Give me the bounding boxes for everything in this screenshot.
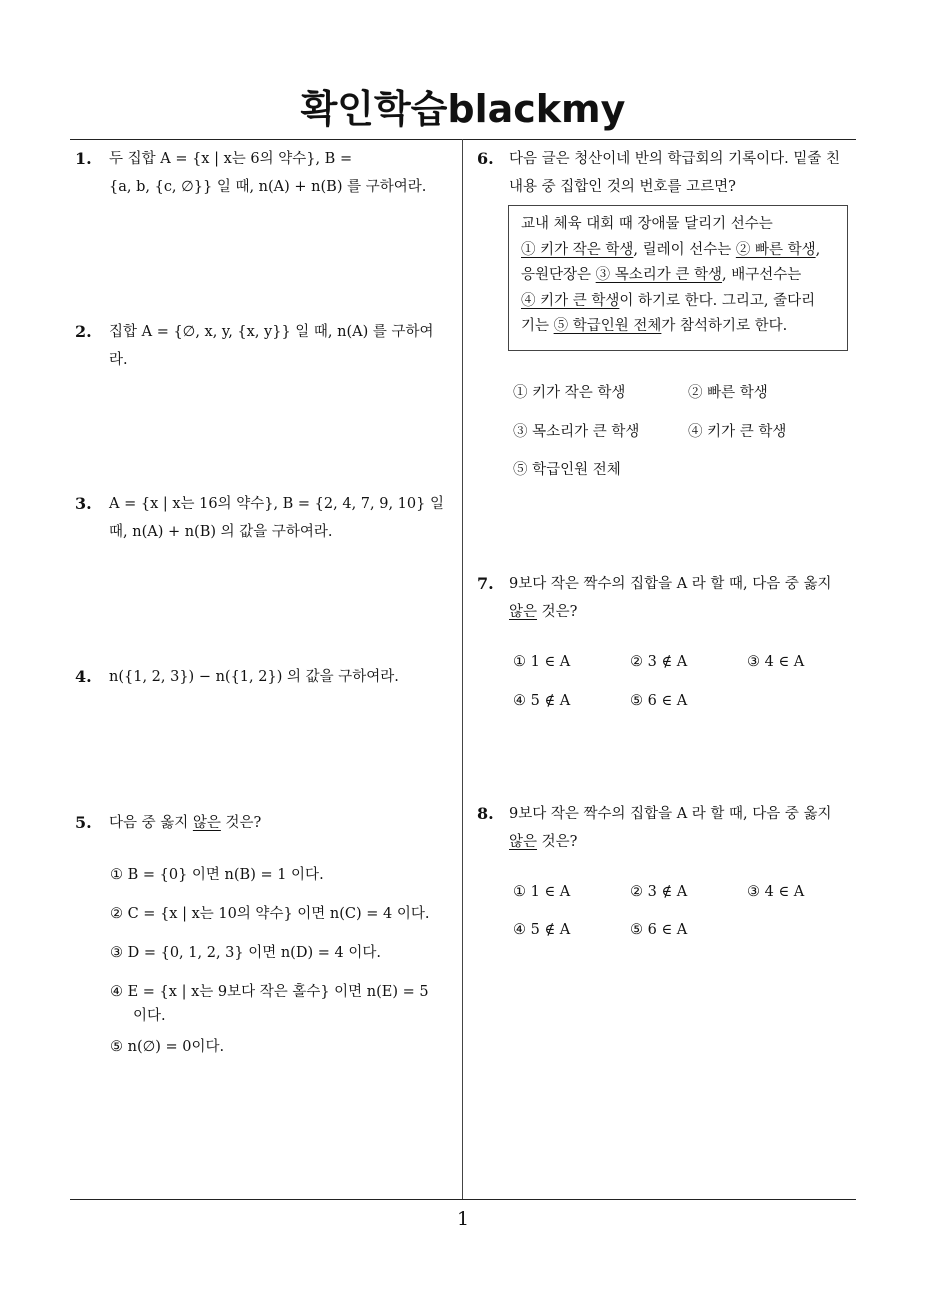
box-line: ① 키가 작은 학생, 릴레이 선수는 ② 빠른 학생,: [521, 241, 821, 258]
question-number: 5.: [75, 813, 92, 832]
question-number: 2.: [75, 322, 92, 341]
question-text-line: 라.: [109, 352, 128, 368]
question-2: [75, 318, 455, 374]
answer-option[interactable]: ③ 목소리가 큰 학생: [513, 424, 640, 440]
answer-option[interactable]: ④ E = {x | x는 9보다 작은 홀수} 이면 n(E) = 5: [110, 984, 429, 1000]
answer-option[interactable]: ① 1 ∈ A: [513, 654, 571, 670]
underlined-word: 않은: [192, 815, 221, 831]
question-text-line: A = {x | x는 16의 약수}, B = {2, 4, 7, 9, 10} 일: [109, 496, 444, 512]
box-line: 교내 체육 대회 때 장애물 달리기 선수는: [521, 216, 773, 232]
answer-option[interactable]: ③ 4 ∈ A: [747, 884, 805, 900]
answer-option[interactable]: ⑤ 학급인원 전체: [513, 462, 621, 478]
page-title: 확인학습blackmy: [300, 87, 626, 131]
question-number: 3.: [75, 494, 92, 513]
question-7: [477, 570, 862, 626]
question-text-line: 않은 것은?: [509, 834, 578, 850]
question-number: 8.: [477, 804, 494, 823]
answer-option[interactable]: ④ 5 ∉ A: [513, 693, 571, 709]
question-number: 7.: [477, 574, 494, 593]
question-number: 1.: [75, 149, 92, 168]
question-text-line: n({1, 2, 3}) − n({1, 2}) 의 값을 구하여라.: [109, 669, 399, 685]
question-text-line: 9보다 작은 짝수의 집합을 A 라 할 때, 다음 중 옳지: [509, 576, 832, 592]
question-text-line: 집합 A = {∅, x, y, {x, y}} 일 때, n(A) 를 구하여: [109, 324, 434, 340]
question-number: 4.: [75, 667, 92, 686]
answer-option[interactable]: ② C = {x | x는 10의 약수} 이면 n(C) = 4 이다.: [110, 906, 430, 922]
answer-option[interactable]: ⑤ 6 ∈ A: [630, 693, 688, 709]
header-rule: [70, 139, 856, 140]
answer-option[interactable]: ④ 5 ∉ A: [513, 922, 571, 938]
answer-option[interactable]: ② 3 ∉ A: [630, 884, 688, 900]
question-text-line: 않은 것은?: [509, 604, 578, 620]
question-4: [75, 663, 455, 691]
question-6: [477, 145, 862, 201]
answer-option[interactable]: ① 1 ∈ A: [513, 884, 571, 900]
answer-option[interactable]: ③ 4 ∈ A: [747, 654, 805, 670]
question-text-line: 두 집합 A = {x | x는 6의 약수}, B =: [109, 151, 353, 167]
question-stem: 다음 중 옳지 않은 것은?: [109, 815, 262, 831]
question-8: [477, 800, 862, 856]
question-text-line: {a, b, {c, ∅}} 일 때, n(A) + n(B) 를 구하여라.: [109, 179, 427, 195]
question-text-line: 때, n(A) + n(B) 의 값을 구하여라.: [109, 524, 333, 540]
answer-option[interactable]: ① 키가 작은 학생: [513, 385, 626, 401]
question-number: 6.: [477, 149, 494, 168]
question-1: [75, 145, 455, 201]
question-3: [75, 490, 455, 546]
answer-option[interactable]: ⑤ n(∅) = 0이다.: [110, 1039, 225, 1055]
answer-option[interactable]: ② 빠른 학생: [688, 385, 768, 401]
page-number: 1: [456, 1208, 470, 1230]
question-5: [75, 809, 455, 837]
meeting-record-box: [508, 205, 848, 351]
box-line: 응원단장은 ③ 목소리가 큰 학생, 배구선수는: [521, 267, 802, 283]
box-line: ④ 키가 큰 학생이 하기로 한다. 그리고, 줄다리: [521, 292, 816, 309]
box-line: 기는 ⑤ 학급인원 전체가 참석하기로 한다.: [521, 318, 788, 334]
column-divider: [462, 139, 463, 1200]
underlined-word: 않은: [509, 834, 538, 850]
footer-rule: [70, 1199, 856, 1200]
answer-option-continuation: 이다.: [133, 1008, 166, 1024]
answer-option[interactable]: ② 3 ∉ A: [630, 654, 688, 670]
answer-option[interactable]: ⑤ 6 ∈ A: [630, 922, 688, 938]
question-text-line: 9보다 작은 짝수의 집합을 A 라 할 때, 다음 중 옳지: [509, 806, 832, 822]
answer-option[interactable]: ① B = {0} 이면 n(B) = 1 이다.: [110, 867, 324, 883]
underlined-word: 않은: [509, 604, 538, 620]
question-text-line: 내용 중 집합인 것의 번호를 고르면?: [509, 179, 736, 195]
answer-option[interactable]: ③ D = {0, 1, 2, 3} 이면 n(D) = 4 이다.: [110, 945, 381, 961]
answer-option[interactable]: ④ 키가 큰 학생: [688, 424, 787, 440]
question-text-line: 다음 글은 청산이네 반의 학급회의 기록이다. 밑줄 친: [509, 151, 841, 167]
